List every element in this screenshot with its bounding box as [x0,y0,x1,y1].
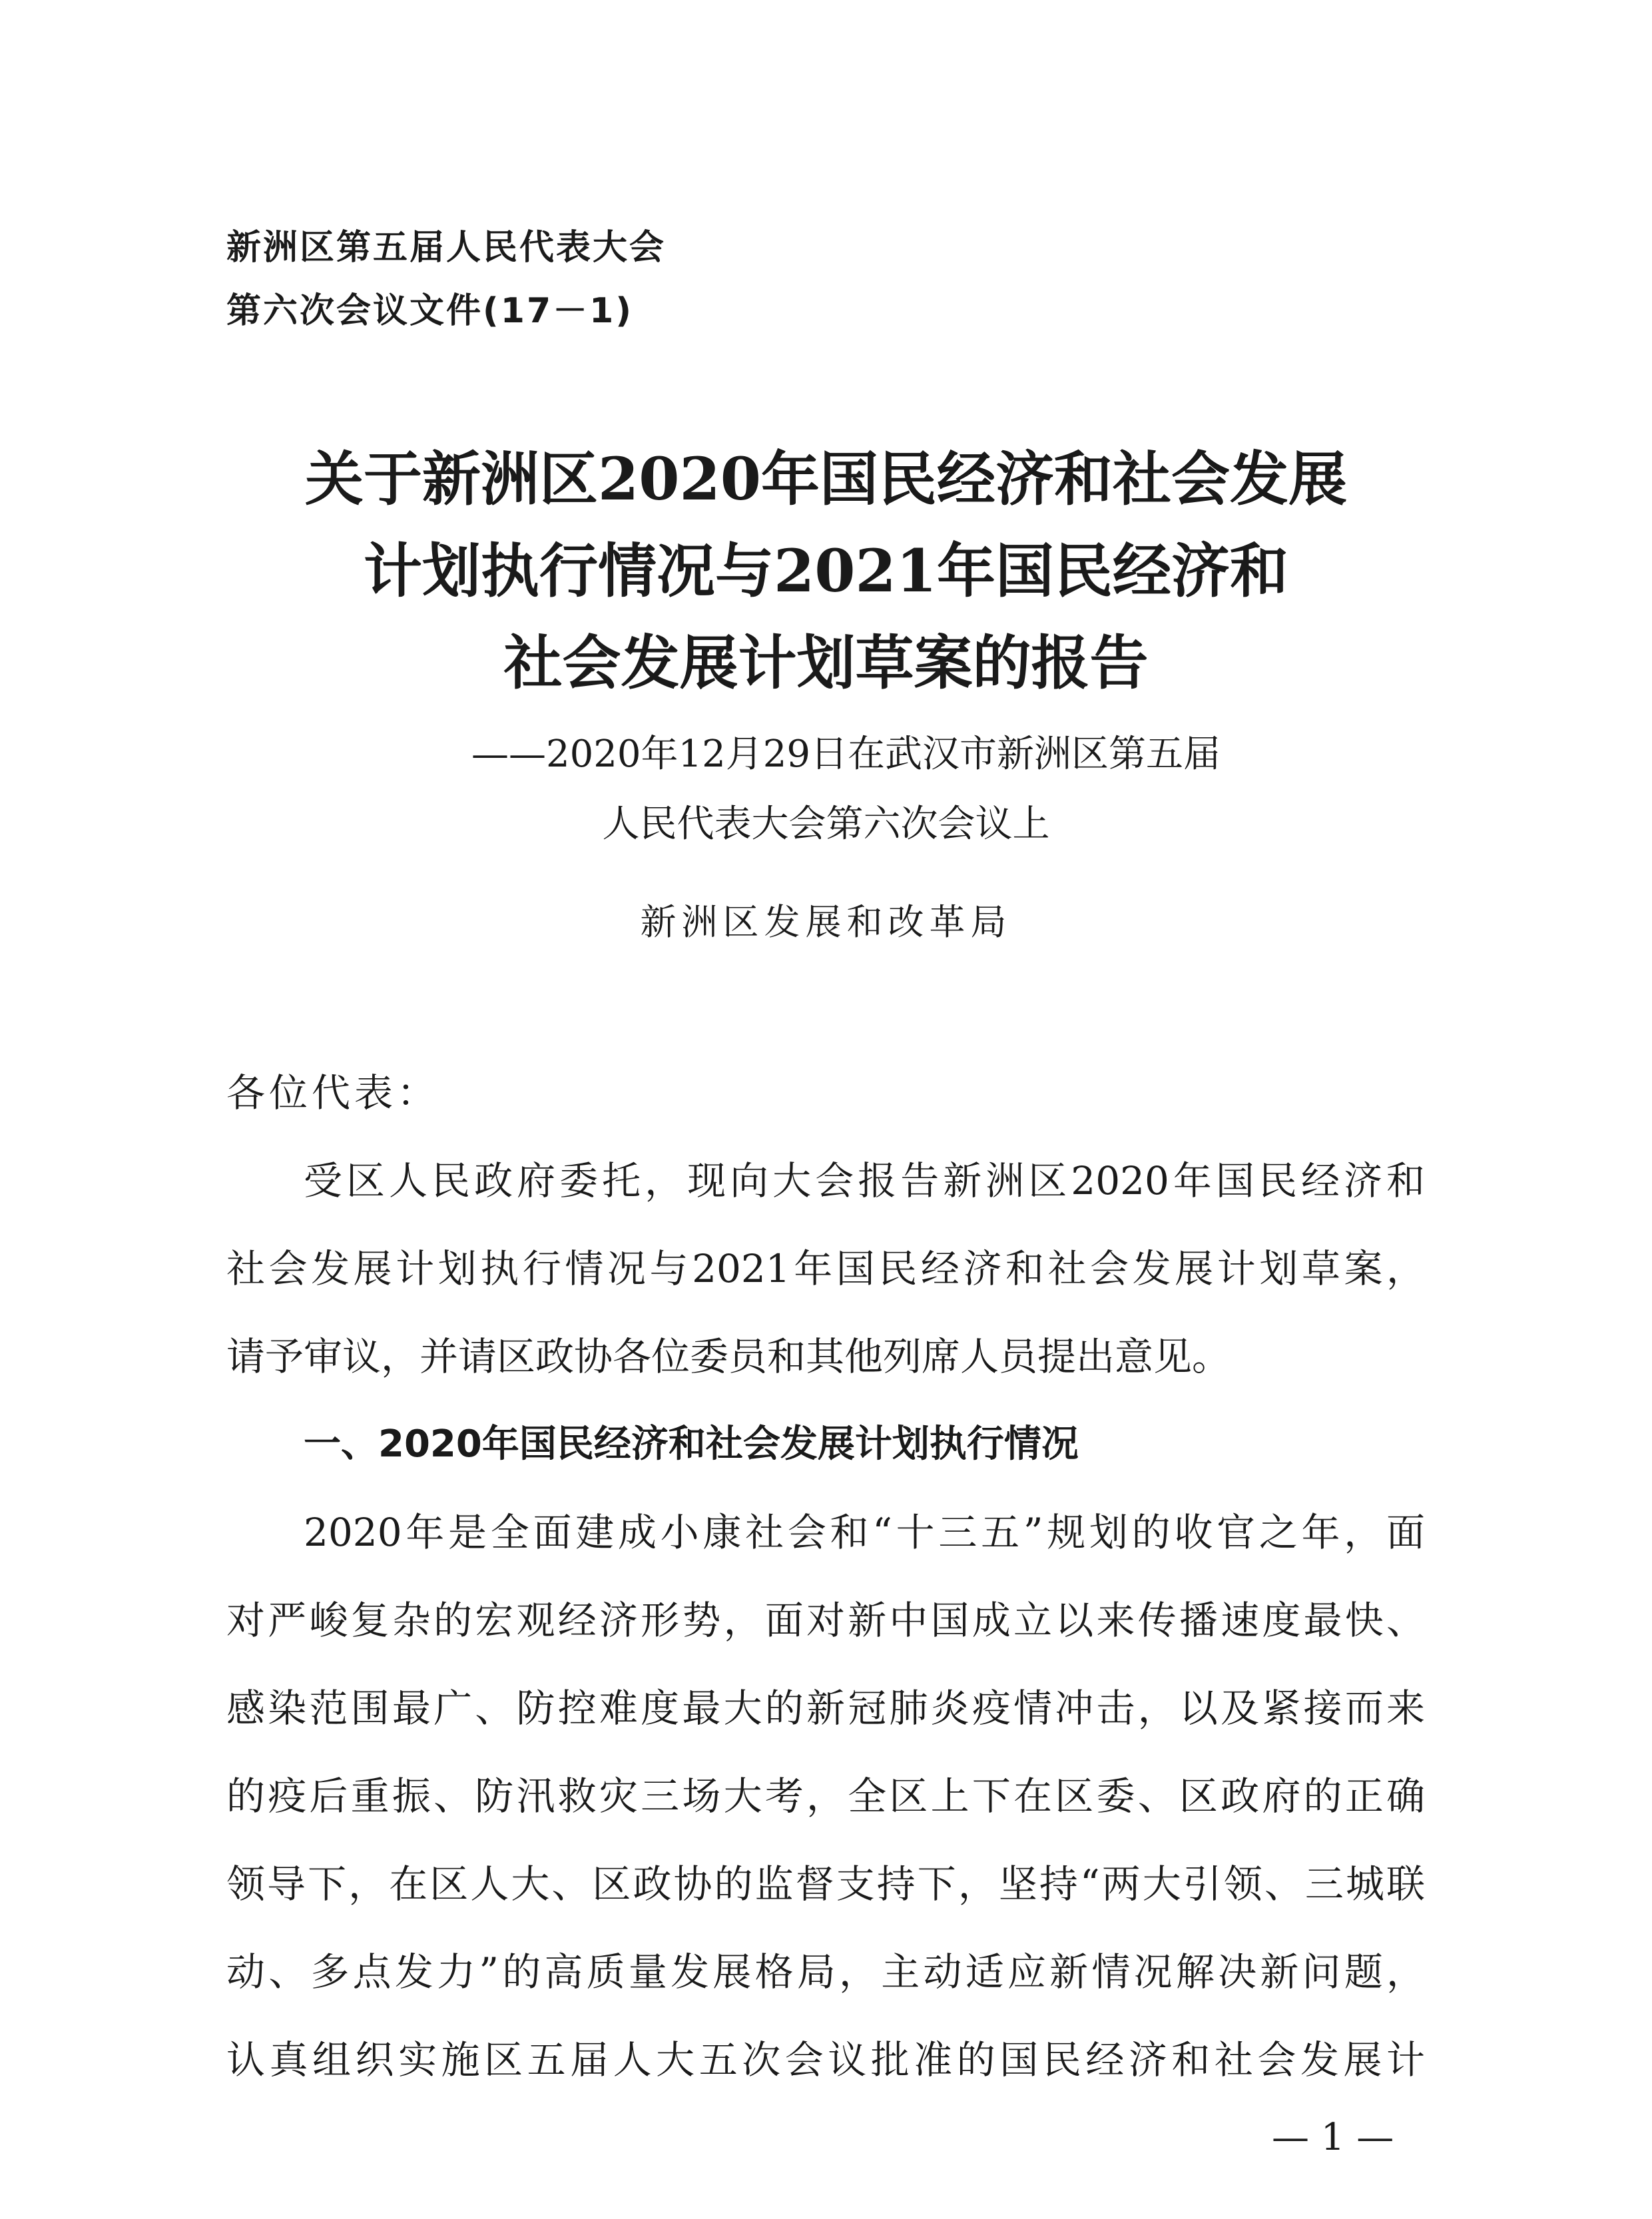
page-number: — 1 — [1272,2116,1394,2159]
title-line-1: 关于新洲区2020年国民经济和社会发展 [305,444,1347,513]
title-line-3: 社会发展计划草案的报告 [503,628,1149,697]
paragraph-line-3: 感染范围最广、防控难度最大的新冠肺炎疫情冲击，以及紧接而来 [226,1686,1425,1731]
header-line-2: 第六次会议文件(17－1) [226,291,634,331]
paragraph-line-1: 2020年是全面建成小康社会和“十三五”规划的收官之年，面 [304,1510,1425,1555]
intro-line-3: 请予审议，并请区政协各位委员和其他列席人员提出意见。 [226,1334,1231,1379]
document-header [226,216,666,343]
section-heading: 一、2020年国民经济和社会发展计划执行情况 [304,1423,1079,1466]
intro-line-2: 社会发展计划执行情况与2021年国民经济和社会发展计划草案， [226,1246,1425,1291]
paragraph-line-7: 认真组织实施区五届人大五次会议批准的国民经济和社会发展计 [226,2037,1425,2082]
paragraph-line-5: 领导下，在区人大、区政协的监督支持下，坚持“两大引领、三城联 [226,1861,1425,1907]
title-line-2: 计划执行情况与2021年国民经济和 [364,536,1288,605]
subtitle-line-2: 人民代表大会第六次会议上 [602,802,1050,846]
paragraph-line-6: 动、多点发力”的高质量发展格局，主动适应新情况解决新问题， [226,1949,1425,1995]
subtitle-line-1: ——2020年12月29日在武汉市新洲区第五届 [471,733,1221,776]
paragraph-line-2: 对严峻复杂的宏观经济形势，面对新中国成立以来传播速度最快、 [226,1598,1425,1643]
intro-line-1: 受区人民政府委托，现向大会报告新洲区2020年国民经济和 [304,1158,1425,1203]
header-line-1: 新洲区第五届人民代表大会 [226,228,667,268]
paragraph-line-4: 的疫后重振、防汛救灾三场大考，全区上下在区委、区政府的正确 [226,1773,1425,1819]
document-author: 新洲区发展和改革局 [640,901,1012,943]
document-title [0,433,1652,709]
document-subtitle [0,719,1652,859]
salutation: 各位代表： [226,1070,440,1115]
document-body [226,1049,1425,2104]
